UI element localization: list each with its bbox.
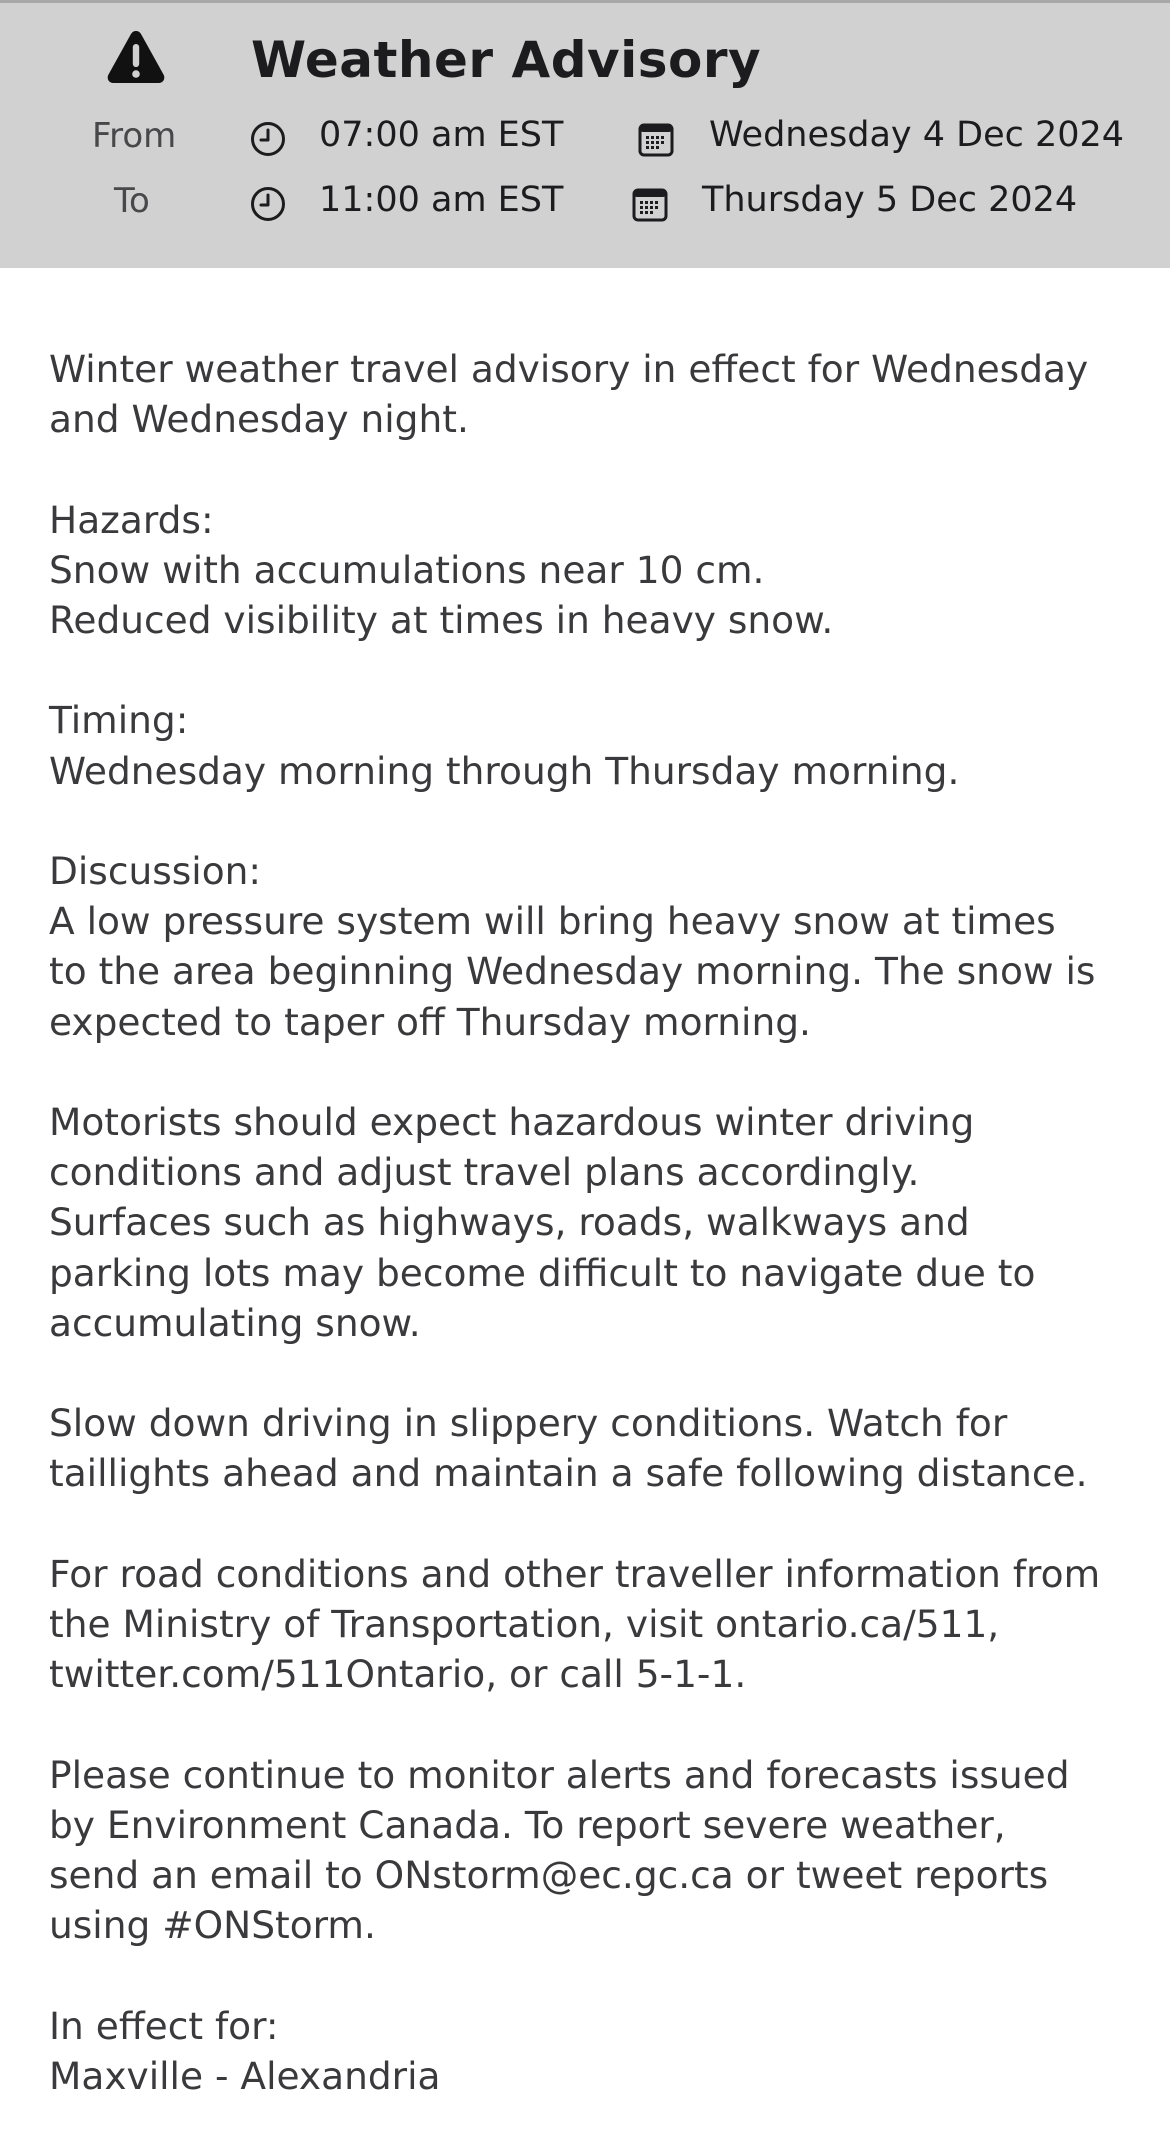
to-time: 11:00 am EST: [319, 180, 564, 220]
clock-icon: [250, 121, 286, 157]
discussion-section: Discussion: A low pressure system will bring heavy snow at times to the area beginning Wednesday morning. The snow is expected to taper off Thursday morning.: [49, 848, 1096, 1044]
from-label: From: [92, 116, 177, 156]
advisory-header: [0, 0, 1170, 268]
calendar-icon: [632, 186, 668, 222]
hazards-section: Hazards: Snow with accumulations near 10 cm. Reduced visibility at times in heavy snow.: [49, 497, 834, 642]
calendar-icon: [638, 121, 674, 157]
motorists-paragraph: Motorists should expect hazardous winter driving conditions and adjust travel plans accordingly. Surfaces such as highways, roads, walkways and parking lots may become difficult to navigate due to accumulating snow.: [49, 1099, 1036, 1345]
monitor-alerts-paragraph: Please continue to monitor alerts and forecasts issued by Environment Canada. To report severe weather, send an email to ONstorm@ec.gc.ca or tweet reports using #ONStorm.: [49, 1752, 1070, 1948]
road-conditions-paragraph: For road conditions and other traveller information from the Ministry of Transportation, visit ontario.ca/511, twitter.com/511Ontario, or call 5-1-1.: [49, 1551, 1101, 1697]
advisory-title: Weather Advisory: [251, 31, 762, 89]
in-effect-section: In effect for: Maxville - Alexandria: [49, 2003, 441, 2098]
slow-down-paragraph: Slow down driving in slippery conditions. Watch for taillights ahead and maintain a safe following distance.: [49, 1401, 1088, 1496]
from-time: 07:00 am EST: [319, 115, 564, 155]
clock-icon: [250, 186, 286, 222]
to-date: Thursday 5 Dec 2024: [702, 180, 1078, 220]
to-label: To: [114, 181, 150, 221]
advisory-summary: Winter weather travel advisory in effect for Wednesday and Wednesday night.: [49, 347, 1089, 442]
from-date: Wednesday 4 Dec 2024: [709, 115, 1125, 155]
advisory-body: [49, 344, 1129, 2151]
timing-section: Timing: Wednesday morning through Thursday morning.: [49, 698, 960, 793]
warning-triangle-icon: [106, 29, 166, 85]
